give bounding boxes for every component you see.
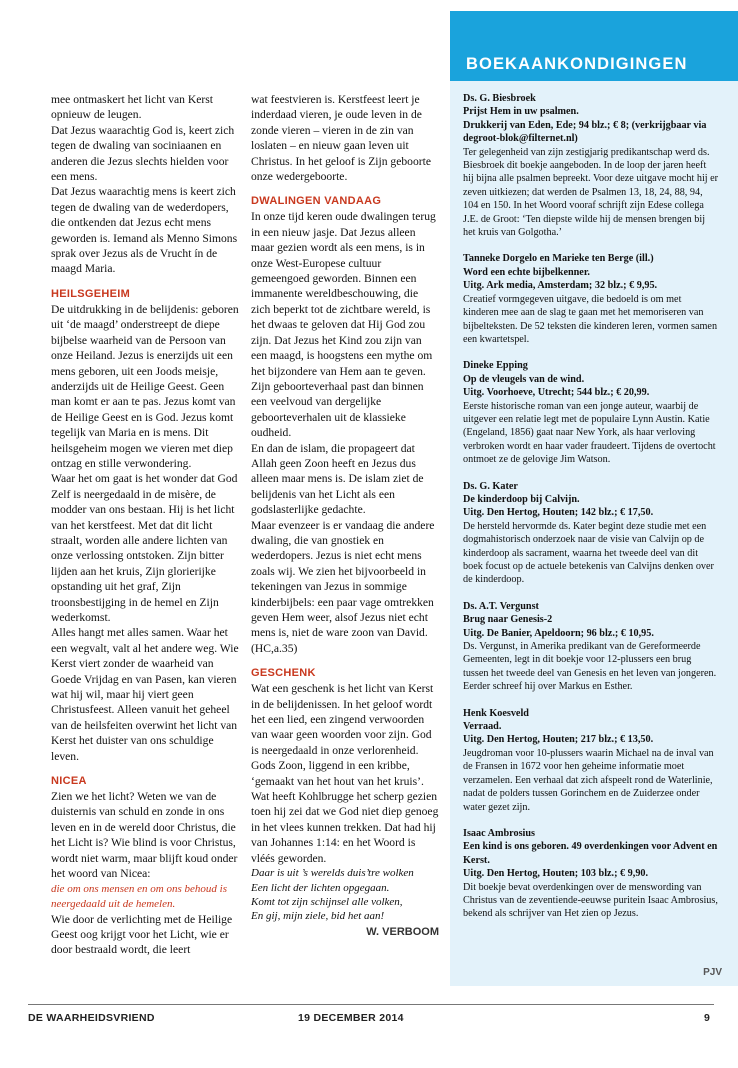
book-entry: [463, 707, 719, 814]
book-author: Ds. G. Biesbroek: [463, 93, 536, 104]
book-entry: [463, 827, 719, 921]
book-author: Tanneke Dorgelo en Marieke ten Berge (ill.): [463, 253, 654, 265]
book-description: Eerste historische roman van een jonge auteur, waarbij de uitgever een relatie legt met de populaire Lynn Austin. Katie (Engeland, 1856) gaat naar New York, als haar verloving verbroken wordt en haar vader fraudeert. Tijdens de overtocht ontmoet ze de gelovige Jim Watson.: [463, 400, 716, 466]
section-heading: NICEA: [51, 775, 87, 788]
book-description: Ds. Vergunst, in Amerika predikant van de Gereformeerde Gemeenten, legt in dit boekje voor 12-plussers een brug tussen het tweede deel van Genesis en het leven van jongeren. Eerder schreef hij over Markus en Esther.: [463, 641, 717, 693]
poem-line: En gij, mijn ziele, bid het aan!: [251, 910, 385, 923]
article-column-2: [251, 92, 439, 938]
paragraph: De uitdrukking in de belijdenis: geboren uit ‘de maagd’ onderstreept de diepe bijbelse waarheid van de Persoon van onze Heiland. Jezus is enerzijds uit een mens geboren, uit een Joods meisje, anderzijds uit de Heilige Geest. Geen man komt er aan te pas. Jezus komt van de Heilige Geest en is God. Jezus komt tegelijk van Maria en is mens. Dit heilsgeheim mogen we vieren met diep ontzag en stille verwondering.: [51, 302, 239, 470]
book-publisher: Drukkerij van Eden, Ede; 94 blz.; € 8; (verkrijgbaar via degroot-blok@filternet.nl): [463, 119, 707, 145]
paragraph: Wat een geschenk is het licht van Kerst in de belijdenissen. In het geloof wordt het een lied, een zingend verwoorden van waar geen woorden voor zijn. God is neergedaald in onze verlorenheid. Gods Zoon, liggend in een kribbe, ‘gemaakt van het hout van het kruis’.: [251, 682, 434, 788]
section-heading: GESCHENK: [251, 667, 316, 680]
section-heading: HEILSGEHEIM: [51, 287, 131, 300]
poem-line: Komt tot zijn schijnsel alle volken,: [251, 895, 403, 908]
book-description: De hersteld hervormde ds. Kater begint deze studie met een dogmahistorisch onderzoek naar de visie van Calvijn op de kinderdoop als sacrament, waarna het tweede deel van dit boek focust op de actuele betekenis van Calvijns denken over de kinderdoop.: [463, 520, 714, 586]
book-publisher: Uitg. Den Hertog, Houten; 217 blz.; € 13,50.: [463, 734, 654, 746]
book-description: Jeugdroman voor 10-plussers waarin Michael na de inval van de Fransen in 1672 voor hen geheime informatie moet verzamelen. Een verhaal dat zich afspeelt rond de Waterlinie, nadat de polders tussen Gorinchem en de Zuiderzee onder water gezet zijn.: [463, 747, 714, 813]
paragraph: wat feestvieren is. Kerstfeest leert je inderdaad vieren, je oude leven in de zonde vieren – vieren in de zin van loslaten – en nieuw gaan leven uit Christus. In het geloof is Zijn geboorte onze wedergeboorte.: [251, 93, 431, 184]
book-list: [463, 92, 719, 934]
book-description: Dit boekje bevat overdenkingen over de menswording van Christus van de zeventiende-eeuwse puritein Isaac Ambrosius, bekend als schrijver van Het zien op Jezus.: [463, 881, 718, 920]
book-publisher: Uitg. Den Hertog, Houten; 103 blz.; € 9,90.: [463, 868, 649, 880]
article-column-1: [51, 92, 239, 958]
book-author: Ds. A.T. Vergunst: [463, 600, 539, 612]
book-publisher: Uitg. Voorhoeve, Utrecht; 544 blz.; € 20,99.: [463, 387, 650, 399]
creed-quote: die om ons mensen en om ons behoud is neergedaald uit de hemelen.: [51, 882, 227, 910]
book-description: Creatief vormgegeven uitgave, die bedoeld is om met kinderen mee aan de slag te gaan met het memoriseren van bijbelteksten. De 52 teksten die kinderen leren, vormen samen een kwartetspel.: [463, 293, 718, 345]
poem-line: Een licht der lichten opgegaan.: [251, 881, 390, 894]
footer-divider: [28, 1004, 714, 1005]
book-title: Een kind is ons geboren. 49 overdenkingen voor Advent en Kerst.: [463, 841, 718, 866]
author-signature: W. VERBOOM: [366, 925, 439, 938]
paragraph: Dat Jezus waarachtig God is, keert zich tegen de dwaling van sociniaanen en anderen die Jezus slechts hielden voor een mens.: [51, 123, 235, 184]
book-entry: [463, 480, 719, 587]
paragraph: In onze tijd keren oude dwalingen terug in een nieuw jasje. Dat Jezus alleen maar gezien wordt als een mens, is in onze West-Europese cultuur gemeengoed geworden. Binnen een immanente wereldbeschouwing, die zich beperkt tot de zichtbare wereld, is het dwaas te geloven dat Hij God zou zijn. Dat Jezus het Kind zou zijn van een maagd, is hoogstens een mythe om het bijzondere van Hem aan te geven. Zijn geboorteverhaal past dan binnen een veelvoud van dergelijke geboorteverhalen uit de klassieke oudheid.: [251, 210, 436, 440]
book-title: Word een echte bijbelkenner.: [463, 266, 590, 278]
sidebar-header: [450, 11, 738, 81]
book-title: Op de vleugels van de wind.: [463, 373, 585, 385]
book-author: Isaac Ambrosius: [463, 827, 535, 839]
paragraph: Alles hangt met alles samen. Waar het een wegvalt, valt al het andere weg. Wie Kerst viert zonder de waarheid van Goede Vrijdag en van Pasen, kan vieren wat hij wil, maar hij viert geen Christusfeest. Alleen vanuit het geheel van de heilsfeiten overwint het licht van Kerst het duister van ons schuldige leven.: [51, 626, 239, 763]
issue-date: 19 DECEMBER 2014: [298, 1012, 404, 1024]
sidebar-title: BOEKAANKONDIGINGEN: [466, 55, 688, 73]
sidebar-initials: PJV: [703, 967, 722, 978]
paragraph: Zien we het licht? Weten we van de duisternis van schuld en zonde in ons leven en in de wereld door Christus, die het Licht is? Wie blind is voor Christus, wordt niet warm, maar blijft koud onder het woord van Nicea:: [51, 790, 238, 881]
book-author: Ds. G. Kater: [463, 480, 518, 492]
magazine-name: DE WAARHEIDSVRIEND: [28, 1012, 155, 1024]
book-title: Brug naar Genesis-2: [463, 614, 553, 626]
book-entry: [463, 92, 719, 239]
book-entry: [463, 600, 719, 694]
book-publisher: Uitg. Ark media, Amsterdam; 32 blz.; € 9,95.: [463, 280, 658, 292]
book-title: Verraad.: [463, 721, 502, 733]
paragraph: Waar het om gaat is het wonder dat God Zelf is neergedaald in de misère, de modder van ons bestaan. Hij is het licht van het kerstfeest. Met dat dit licht straalt, worden alle andere lichten van onze verlossing ontstoken. Zijn bitter lijden aan het kruis, Zijn glorierijke opstanding uit het graf, Zijn troonsbestijging in de hemel en Zijn wederkomst.: [51, 472, 238, 624]
book-author: Henk Koesveld: [463, 707, 529, 719]
book-publisher: Uitg. Den Hertog, Houten; 142 blz.; € 17,50.: [463, 507, 654, 519]
paragraph: mee ontmaskert het licht van Kerst opnieuw de leugen.: [51, 93, 213, 122]
paragraph: Wat heeft Kohlbrugge het scherp gezien toen hij zei dat we God niet diep genoeg in het vlees kunnen trekken. Dat had hij van Johannes 1:14: en het Woord is vléés geworden.: [251, 790, 439, 865]
paragraph: En dan de islam, die propageert dat Allah geen Zoon heeft en Jezus dus alleen maar mens is. De islam ziet de belijdenis van het Licht als een godslasterlijke gedachte.: [251, 441, 424, 517]
section-heading: DWALINGEN VANDAAG: [251, 195, 382, 208]
book-title: Prijst Hem in uw psalmen.: [463, 106, 579, 118]
paragraph: Wie door de verlichting met de Heilige Geest oog krijgt voor het Licht, wie er door bestraald wordt, die leert: [51, 912, 233, 957]
book-title: De kinderdoop bij Calvijn.: [463, 493, 580, 505]
paragraph: Dat Jezus waarachtig mens is keert zich tegen de dwaling van de wederdopers, die ontkenden dat Jezus echt mens geworden is. Iemand als Menno Simons sprak over Jezus als de Vrucht ín de maagd Maria.: [51, 185, 238, 276]
book-entry: [463, 252, 719, 346]
paragraph: Maar evenzeer is er vandaag die andere dwaling, die van gnostiek en wederdopers. Jezus is niet echt mens zoals wij. We zien het bijvoorbeeld in tekeningen van Jezus in sommige kinderbijbels: een paar vage omtrekken geven Hem weer, alsof Jezus niet echt mens is, niet de ware zoon van David. (HC,a.35): [251, 518, 435, 655]
poem-line: Daar is uit ’s werelds duis’tre wolken: [251, 867, 414, 880]
book-entry: [463, 359, 719, 466]
page-number: 9: [704, 1012, 711, 1024]
book-author: Dineke Epping: [463, 360, 528, 372]
book-publisher: Uitg. De Banier, Apeldoorn; 96 blz.; € 10,95.: [463, 627, 654, 639]
book-description: Ter gelegenheid van zijn zestigjarig predikantschap werd ds. Biesbroek dit boekje aangeboden. In de loop der jaren heeft hij bijna alle psalmen bepreekt. Voor deze uitgave mocht hij er zeven uitkiezen; dat werden de Psalmen 13, 18, 24, 88, 94, 104 en 150. In het Woord vooraf schrijft zijn Edese collega J.E. de Groot: ‘Ten diepste wilde hij de mensen brengen bij het kruis van Golgotha.’: [463, 146, 719, 239]
